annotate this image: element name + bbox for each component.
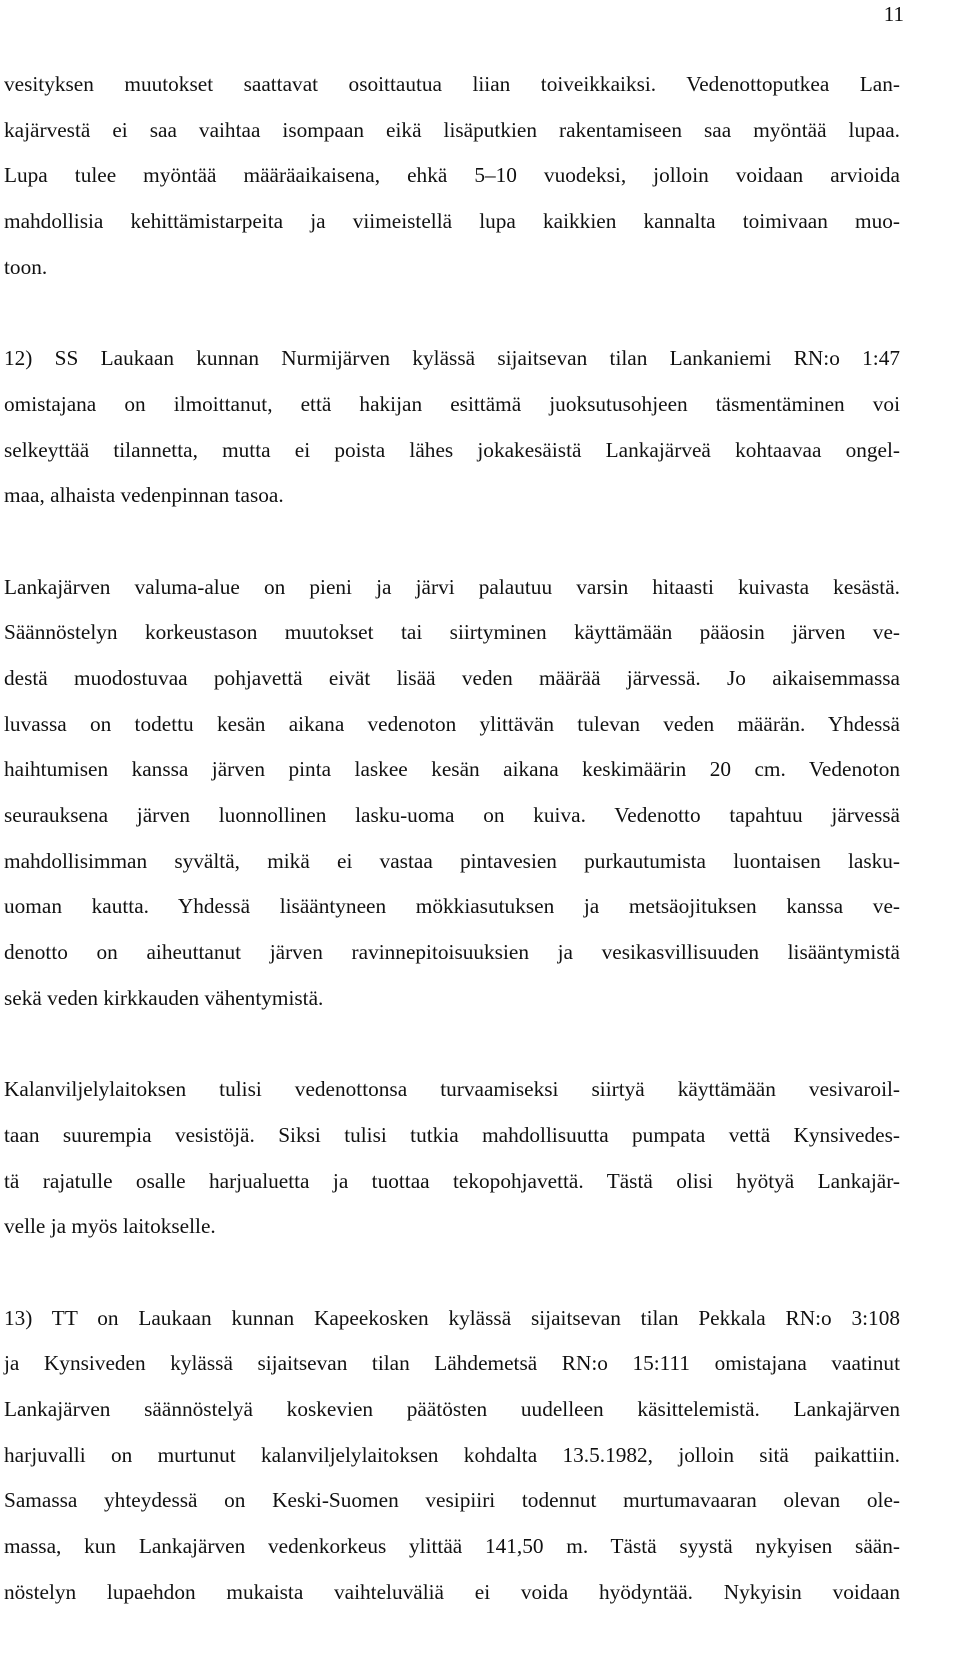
text-line: destä muodostuvaa pohjavettä eivät lisää veden määrää järvessä. Jo aikaisemmassa xyxy=(4,665,900,690)
paragraph-5 xyxy=(4,1296,900,1616)
text-line: kajärvestä ei saa vaihtaa isompaan eikä lisäputkien rakentamiseen saa myöntää lupaa. xyxy=(4,117,900,142)
text-line: selkeyttää tilannetta, mutta ei poista lähes jokakesäistä Lankajärveä kohtaavaa ongel- xyxy=(4,437,900,462)
text-line: Säännöstelyn korkeustason muutokset tai siirtyminen käyttämään pääosin järven ve- xyxy=(4,620,900,645)
text-line: harjuvalli on murtunut kalanviljelylaitoksen kohdalta 13.5.1982, jolloin sitä paikattiin. xyxy=(4,1442,900,1467)
text-line: mahdollisia kehittämistarpeita ja viimeistellä lupa kaikkien kannalta toimivaan muo- xyxy=(4,209,900,234)
text-line: maa, alhaista vedenpinnan tasoa. xyxy=(4,483,284,508)
text-line: sekä veden kirkkauden vähentymistä. xyxy=(4,985,324,1010)
text-line: tä rajatulle osalle harjualuetta ja tuottaa tekopohjavettä. Tästä olisi hyötyä Lankajär- xyxy=(4,1168,900,1193)
text-line: denotto on aiheuttanut järven ravinnepitoisuuksien ja vesikasvillisuuden lisääntymistä xyxy=(4,940,900,965)
text-line: massa, kun Lankajärven vedenkorkeus ylittää 141,50 m. Tästä syystä nykyisen sään- xyxy=(4,1534,900,1558)
text-line: nöstelyn lupaehdon mukaista vaihteluväliä ei voida hyödyntää. Nykyisin voidaan xyxy=(4,1579,900,1604)
paragraph-1 xyxy=(4,62,900,290)
text-line: 13) TT on Laukaan kunnan Kapeekosken kylässä sijaitsevan tilan Pekkala RN:o 3:108 xyxy=(4,1305,900,1330)
text-line: Lupa tulee myöntää määräaikaisena, ehkä 5–10 vuodeksi, jolloin voidaan arvioida xyxy=(4,163,900,188)
text-line: uoman kautta. Yhdessä lisääntyneen mökkiasutuksen ja metsäojituksen kanssa ve- xyxy=(4,894,900,919)
text-line: mahdollisimman syvältä, mikä ei vastaa pintavesien purkautumista luontaisen lasku- xyxy=(4,848,900,873)
text-line: velle ja myös laitokselle. xyxy=(4,1214,216,1239)
paragraph-spacer xyxy=(4,290,900,336)
text-line: luvassa on todettu kesän aikana vedenoton ylittävän tulevan veden määrän. Yhdessä xyxy=(4,711,900,736)
text-line: Lankajärven säännöstelyä koskevien päätösten uudelleen käsittelemistä. Lankajärven xyxy=(4,1396,900,1421)
paragraph-3 xyxy=(4,565,900,1022)
text-line: Samassa yhteydessä on Keski-Suomen vesipiiri todennut murtumavaaran olevan ole- xyxy=(4,1488,900,1513)
paragraph-spacer xyxy=(4,1250,900,1296)
text-line: seurauksena järven luonnollinen lasku-uoma on kuiva. Vedenotto tapahtuu järvessä xyxy=(4,803,900,827)
text-line: haihtumisen kanssa järven pinta laskee kesän aikana keskimäärin 20 cm. Vedenoton xyxy=(4,757,900,782)
text-line: Kalanviljelylaitoksen tulisi vedenottonsa turvaamiseksi siirtyä käyttämään vesivaroil- xyxy=(4,1077,900,1102)
page-number: 11 xyxy=(883,2,904,26)
document-body xyxy=(4,62,900,1615)
text-line: ja Kynsiveden kylässä sijaitsevan tilan Lähdemetsä RN:o 15:111 omistajana vaatinut xyxy=(4,1351,900,1376)
text-line: taan suurempia vesistöjä. Siksi tulisi tutkia mahdollisuutta pumpata vettä Kynsivedes- xyxy=(4,1122,900,1147)
paragraph-4 xyxy=(4,1067,900,1250)
text-line: 12) SS Laukaan kunnan Nurmijärven kylässä sijaitsevan tilan Lankaniemi RN:o 1:47 xyxy=(4,346,900,371)
text-line: Lankajärven valuma-alue on pieni ja järvi palautuu varsin hitaasti kuivasta kesästä. xyxy=(4,574,900,599)
text-line: toon. xyxy=(4,254,48,279)
text-line: omistajana on ilmoittanut, että hakijan esittämä juoksutusohjeen täsmentäminen voi xyxy=(4,391,900,416)
text-line: vesityksen muutokset saattavat osoittautua liian toiveikkaiksi. Vedenottoputkea Lan- xyxy=(4,72,900,96)
paragraph-spacer xyxy=(4,1021,900,1067)
paragraph-2 xyxy=(4,336,900,519)
paragraph-spacer xyxy=(4,519,900,565)
